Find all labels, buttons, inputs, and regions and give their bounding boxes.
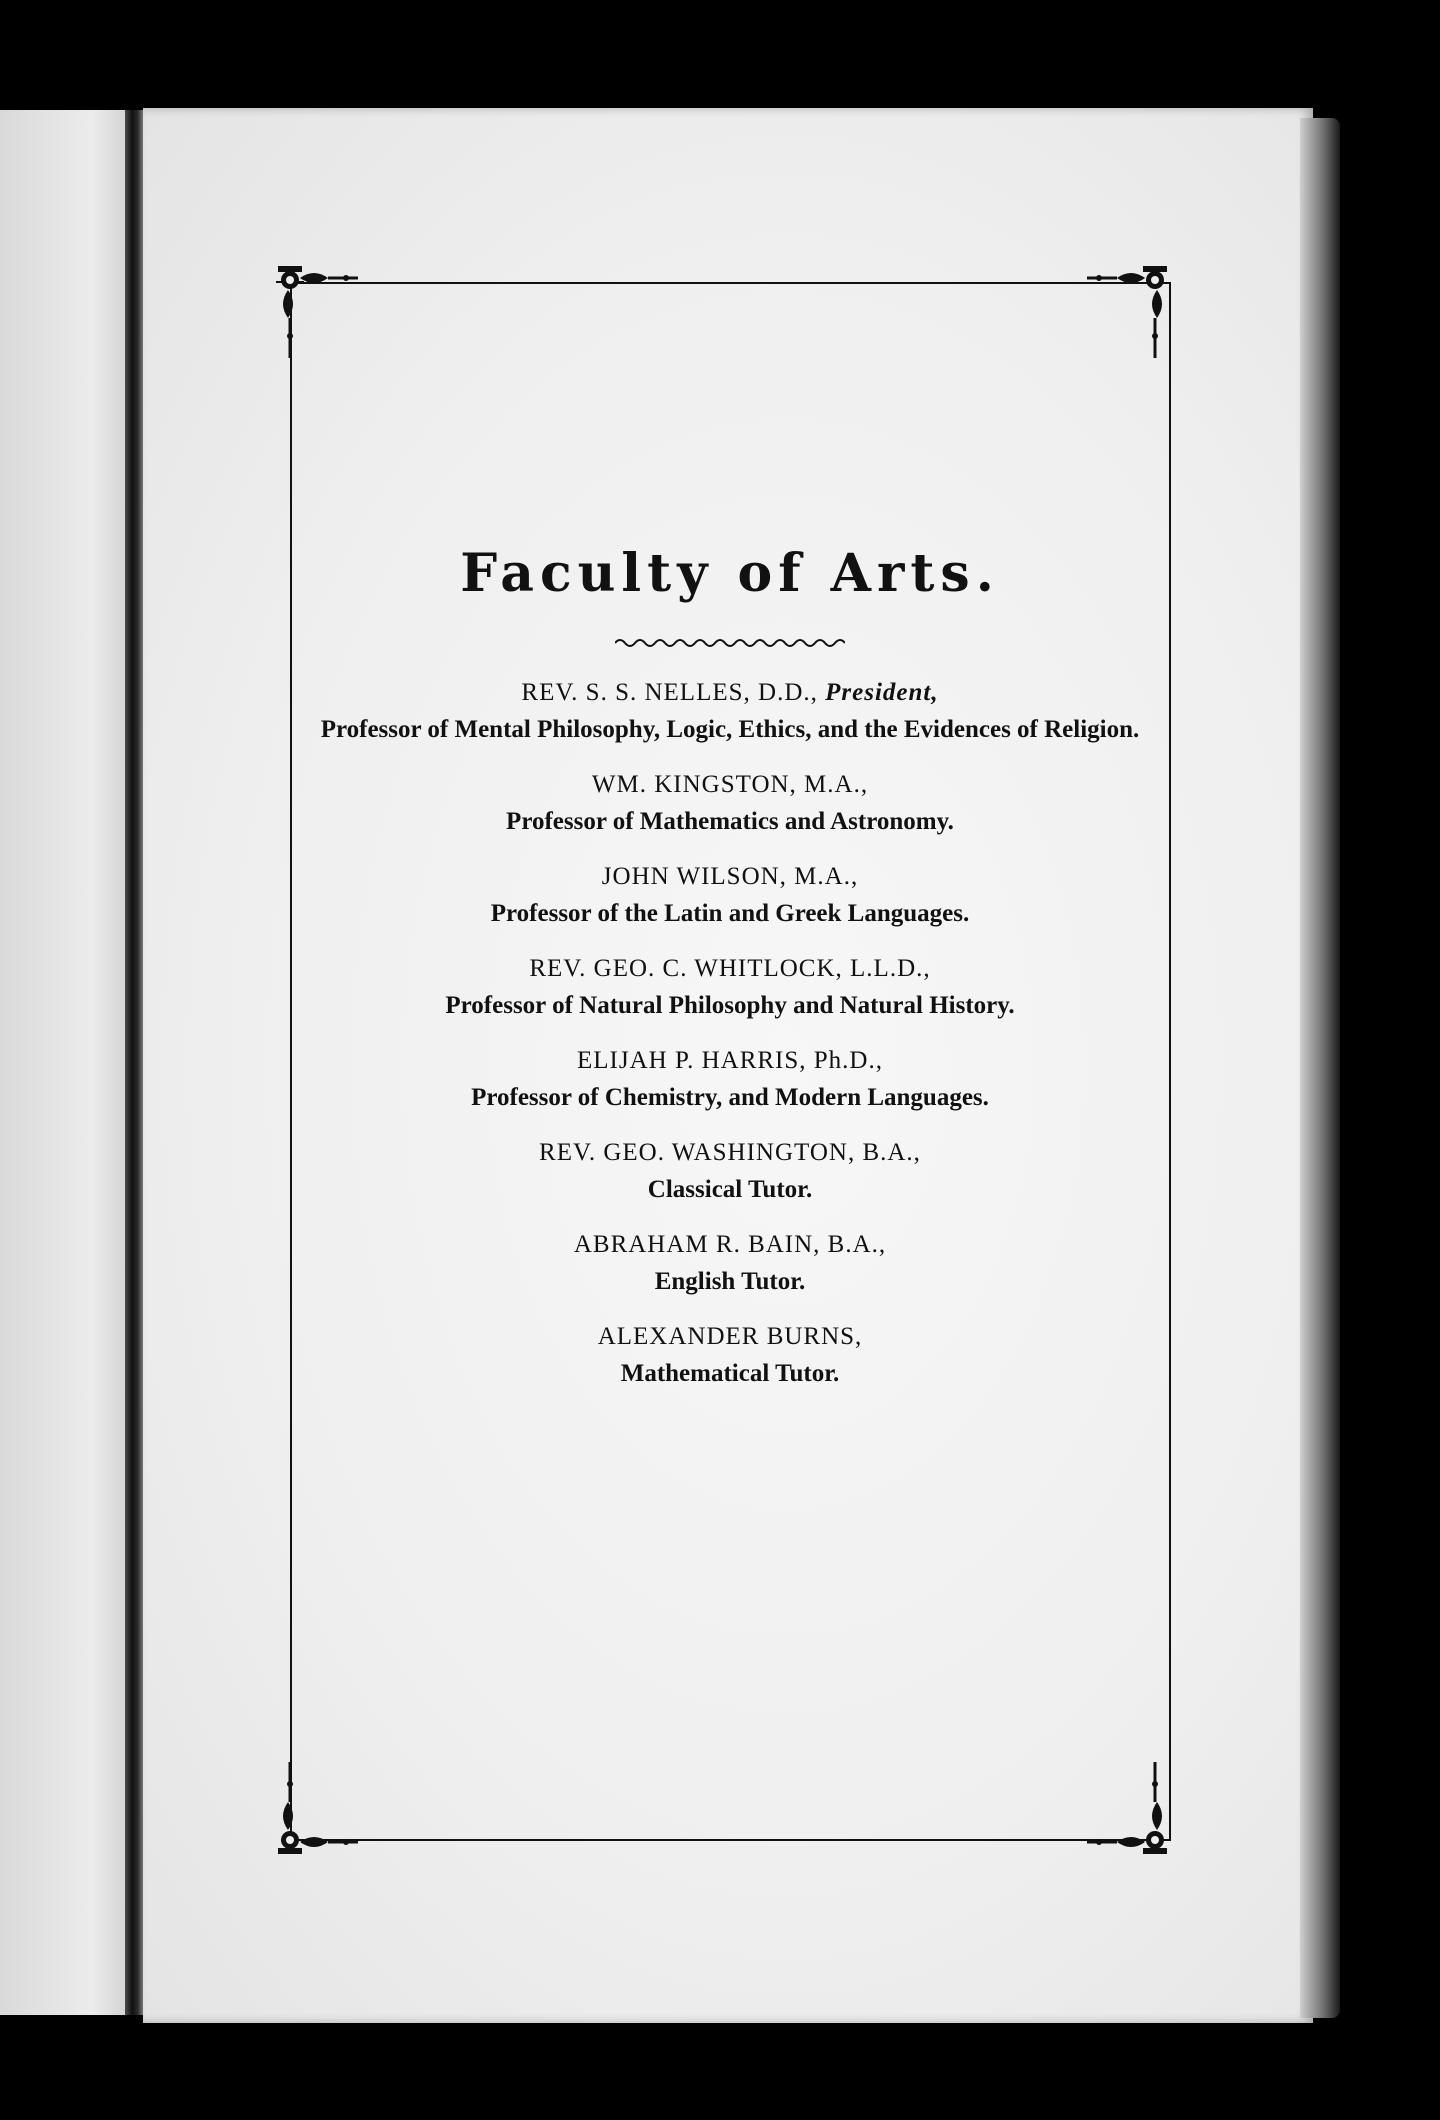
faculty-role: Professor of Mental Philosophy, Logic, Ethics, and the Evidences of Religion. xyxy=(320,716,1140,743)
faculty-entry xyxy=(300,1136,1160,1210)
faculty-name: ABRAHAM R. BAIN, B.A., xyxy=(573,1231,887,1258)
faculty-name-text: REV. S. S. NELLES, D.D., xyxy=(521,679,818,706)
corner-ornament-icon xyxy=(1085,1752,1177,1862)
faculty-entry xyxy=(300,676,1160,750)
faculty-entry xyxy=(300,1044,1160,1118)
faculty-entry xyxy=(300,1228,1160,1302)
faculty-name: ELIJAH P. HARRIS, Ph.D., xyxy=(577,1047,883,1074)
faculty-entry xyxy=(300,952,1160,1026)
faculty-role: Classical Tutor. xyxy=(647,1176,813,1203)
faculty-role: Professor of Mathematics and Astronomy. xyxy=(506,808,954,835)
corner-ornament-icon xyxy=(268,1752,360,1862)
facing-page-edge xyxy=(0,110,132,2015)
faculty-name: ALEXANDER BURNS, xyxy=(597,1323,863,1350)
page-content xyxy=(300,540,1160,1412)
faculty-name: REV. GEO. C. WHITLOCK, L.L.D., xyxy=(529,955,931,982)
page-right-edge xyxy=(1300,118,1340,2018)
faculty-name: JOHN WILSON, M.A., xyxy=(601,863,859,890)
faculty-role: English Tutor. xyxy=(654,1268,806,1295)
binding-gutter xyxy=(125,110,143,2015)
faculty-title: President, xyxy=(825,679,939,706)
faculty-name xyxy=(300,676,1160,710)
faculty-entry xyxy=(300,1320,1160,1394)
faculty-name: REV. GEO. WASHINGTON, B.A., xyxy=(539,1139,921,1166)
faculty-role: Professor of the Latin and Greek Languages. xyxy=(490,900,970,927)
page-title: Faculty of Arts. xyxy=(460,543,1000,604)
faculty-role: Mathematical Tutor. xyxy=(620,1360,840,1387)
wavy-rule-divider xyxy=(615,636,845,650)
corner-ornament-icon xyxy=(1085,258,1177,368)
corner-ornament-icon xyxy=(268,258,360,368)
faculty-role: Professor of Chemistry, and Modern Languages. xyxy=(471,1084,989,1111)
faculty-entry xyxy=(300,768,1160,842)
faculty-role: Professor of Natural Philosophy and Natural History. xyxy=(445,992,1015,1019)
faculty-name: WM. KINGSTON, M.A., xyxy=(591,771,869,798)
faculty-entry xyxy=(300,860,1160,934)
